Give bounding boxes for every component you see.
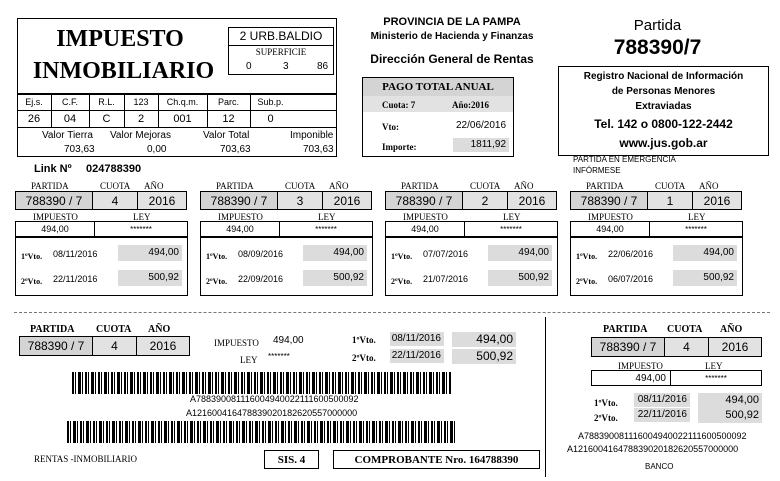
stub-vto2-label: 2ºVto.: [576, 277, 598, 286]
talon-anio-label: AÑO: [148, 324, 171, 335]
stub-anio-label: AÑO: [514, 181, 534, 191]
banco-impuesto: 494,00: [591, 370, 671, 386]
stub-vto1-label: 1ºVto.: [391, 252, 413, 261]
valor-tierra-label: Valor Tierra: [42, 130, 93, 141]
stub-vto1-fecha: 08/11/2016: [53, 249, 98, 259]
catastro-value: 001: [173, 113, 192, 125]
stub-partida-label: PARTIDA: [401, 181, 439, 191]
stub-vto1-monto: 494,00: [303, 245, 367, 261]
stub-anio: 2016: [507, 191, 557, 210]
banco-vto2-monto: 500,92: [698, 408, 762, 423]
superficie-val-2: 3: [283, 61, 289, 72]
stub-vto2-label: 2ºVto.: [206, 277, 228, 286]
stub-partida: 788390 / 7: [570, 191, 648, 210]
stub-vto2-fecha: 22/09/2016: [238, 274, 284, 284]
stub-anio-label: AÑO: [144, 181, 164, 191]
link-label: Link Nº: [34, 163, 72, 175]
stub-vto2-monto: 500,92: [488, 270, 552, 286]
banco-vto1-monto: 494,00: [698, 393, 762, 408]
catastro-divider: [250, 94, 251, 127]
stub-ley-label: LEY: [503, 212, 521, 222]
partida-label: Partida: [633, 17, 682, 34]
banco-vto1-fecha: 08/11/2016: [634, 393, 690, 407]
title-line-1: IMPUESTO: [56, 26, 184, 52]
stub-cuota: 2: [462, 191, 508, 210]
catastro-value: 12: [222, 113, 235, 125]
catastro-value: C: [102, 113, 111, 125]
tipo-divider: [228, 45, 334, 46]
stub-anio: 2016: [322, 191, 372, 210]
catastro-grid-rule-1: [17, 110, 337, 111]
comprobante-box: COMPROBANTE Nro. 164788390: [333, 450, 540, 469]
stub-anio: 2016: [692, 191, 742, 210]
banco-impuesto-label: IMPUESTO: [618, 361, 663, 371]
talon-cuota: 4: [92, 336, 137, 356]
catastro-divider: [158, 94, 159, 127]
stub-vto2-monto: 500,92: [673, 270, 737, 286]
banco-partida-label: PARTIDA: [603, 324, 648, 335]
banco-ley-label: LEY: [705, 361, 723, 371]
catastro-header: Ej.s.: [25, 97, 43, 107]
banco-cuota-label: CUOTA: [667, 324, 703, 335]
superficie-val-3: 86: [317, 61, 329, 72]
stub-anio: 2016: [137, 191, 187, 210]
talon-impuesto: 494,00: [273, 335, 304, 346]
banco-vto2-label: 2ºVto.: [594, 413, 618, 423]
stub-vto1-label: 1ºVto.: [576, 252, 598, 261]
stub-impuesto-label: IMPUESTO: [403, 212, 448, 222]
stub-partida: 788390 / 7: [200, 191, 278, 210]
stub-vto1-fecha: 22/06/2016: [608, 249, 654, 259]
pago-vto-label: Vto:: [382, 122, 399, 132]
catastro-value: 0: [267, 113, 274, 125]
stub-partida-label: PARTIDA: [586, 181, 624, 191]
emergencia-1: PARTIDA EN EMERGENCIA: [573, 155, 676, 164]
talon-barcode-1: [72, 372, 452, 394]
stub-impuesto: 494,00: [570, 221, 650, 237]
banco-label: BANCO: [645, 462, 674, 471]
stub-impuesto: 494,00: [385, 221, 465, 237]
catastro-divider: [51, 94, 52, 127]
superficie-label: SUPERFICIE: [255, 47, 307, 57]
stub-vto1-label: 1ºVto.: [206, 252, 228, 261]
emergencia-2: INFÓRMESE: [573, 166, 621, 175]
stub-cuota-label: CUOTA: [285, 181, 316, 191]
banco-cuota: 4: [664, 337, 709, 357]
talon-impuesto-label: IMPUESTO: [214, 338, 259, 348]
stub-vto2-fecha: 22/11/2016: [53, 274, 98, 284]
superficie-val-1: 0: [246, 61, 252, 72]
tipo-label: 2 URB.BALDIO: [239, 29, 323, 43]
talon-vto1-label: 1ºVto.: [352, 335, 376, 345]
title-line-2: INMOBILIARIO: [32, 58, 215, 84]
stub-ley: *******: [94, 221, 188, 237]
valor-mejoras: 0,00: [147, 144, 167, 155]
stub-vto1-monto: 494,00: [118, 245, 182, 261]
catastro-header: R.L.: [98, 97, 115, 107]
pago-anio-label: Año:2016: [452, 100, 490, 110]
direccion: Dirección General de Rentas: [370, 52, 534, 66]
stub-cuota: 1: [647, 191, 693, 210]
stub-ley: *******: [279, 221, 373, 237]
registro-tel: Tel. 142 o 0800-122-2442: [594, 117, 733, 131]
stub-ley: *******: [464, 221, 558, 237]
catastro-grid-rule-2: [17, 127, 337, 128]
talon-barcode-2-text: A121600416478839020182620557000000: [186, 408, 358, 418]
banco-ley: *******: [670, 370, 762, 386]
stub-partida-label: PARTIDA: [216, 181, 254, 191]
stub-cuota: 4: [92, 191, 138, 210]
registro-line2: de Personas Menores: [611, 86, 716, 97]
catastro-header: Parc.: [217, 97, 239, 107]
catastro-header: 123: [133, 97, 149, 107]
talon-anio: 2016: [136, 336, 190, 356]
talon-partida-label: PARTIDA: [30, 324, 75, 335]
talon-ley: *******: [268, 352, 290, 361]
sis-box: SIS. 4: [264, 450, 319, 469]
catastro-value: 26: [27, 113, 41, 125]
stub-vto1-monto: 494,00: [673, 245, 737, 261]
stub-cuota-label: CUOTA: [470, 181, 501, 191]
link-value: 024788390: [86, 163, 142, 175]
imponible: 703,63: [303, 144, 334, 155]
pago-importe-label: Importe:: [382, 142, 417, 152]
stub-vto1-label: 1ºVto.: [21, 252, 43, 261]
catastro-divider: [89, 94, 90, 127]
pago-total-title: PAGO TOTAL ANUAL: [363, 78, 513, 96]
registro-line3: Extraviadas: [635, 101, 692, 112]
talon-barcode-1-text: A788390081116004940022111600500092: [190, 394, 359, 404]
catastro-header: Ch.q.m.: [166, 97, 199, 107]
catastro-header: Sub.p.: [257, 97, 284, 107]
talon-vto1-fecha: 08/11/2016: [390, 332, 444, 346]
stub-anio-label: AÑO: [329, 181, 349, 191]
banco-anio: 2016: [708, 337, 762, 357]
valor-tierra: 703,63: [64, 144, 95, 155]
banco-partida: 788390 / 7: [591, 337, 665, 357]
talon-vto2-fecha: 22/11/2016: [390, 349, 444, 363]
stub-vto2-label: 2ºVto.: [391, 277, 413, 286]
ministerio: Ministerio de Hacienda y Finanzas: [370, 31, 534, 42]
talon-ley-label: LEY: [240, 355, 258, 365]
stub-partida: 788390 / 7: [385, 191, 463, 210]
catastro-divider: [207, 94, 208, 127]
stub-vto2-fecha: 06/07/2016: [608, 274, 654, 284]
stub-vto2-monto: 500,92: [118, 270, 182, 286]
stub-cuota: 3: [277, 191, 323, 210]
stub-impuesto-label: IMPUESTO: [588, 212, 633, 222]
stub-vto1-fecha: 07/07/2016: [423, 249, 469, 259]
stub-partida-label: PARTIDA: [31, 181, 69, 191]
talon-cuota-label: CUOTA: [96, 324, 132, 335]
stub-vto2-monto: 500,92: [303, 270, 367, 286]
valor-total-label: Valor Total: [203, 130, 250, 141]
catastro-value: 2: [137, 113, 145, 125]
banco-vto2-fecha: 22/11/2016: [634, 408, 690, 422]
talon-vto2-monto: 500,92: [452, 349, 516, 364]
rentas-label: RENTAS -INMOBILIARIO: [34, 454, 138, 464]
catastro-header: C.F.: [61, 97, 78, 107]
stub-ley-label: LEY: [133, 212, 151, 222]
pago-cuota-label: Cuota: 7: [382, 100, 416, 110]
stub-vto2-label: 2ºVto.: [21, 277, 43, 286]
stub-vto1-monto: 494,00: [488, 245, 552, 261]
talon-barcode-2: [67, 421, 457, 443]
talon-vto2-label: 2ºVto.: [352, 353, 376, 363]
stub-ley-label: LEY: [318, 212, 336, 222]
stub-vto2-fecha: 21/07/2016: [423, 274, 469, 284]
stub-ley-label: LEY: [688, 212, 706, 222]
talon-partida: 788390 / 7: [19, 336, 93, 356]
catastro-value: 04: [63, 113, 77, 125]
banco-vto1-label: 1ºVto.: [594, 398, 618, 408]
talon-vto1-monto: 494,00: [452, 332, 516, 347]
banco-code-1: A788390081116004940022111600500092: [578, 431, 747, 441]
valor-total: 703,63: [220, 144, 251, 155]
catastro-divider: [124, 94, 125, 127]
registro-web: www.jus.gob.ar: [619, 136, 708, 150]
provincia: PROVINCIA DE LA PAMPA: [383, 16, 521, 28]
stub-impuesto: 494,00: [15, 221, 95, 237]
cut-line: [14, 312, 770, 313]
stub-impuesto-label: IMPUESTO: [33, 212, 78, 222]
imponible-label: Imponible: [290, 130, 334, 141]
stub-cuota-label: CUOTA: [655, 181, 686, 191]
banco-code-2: A121600416478839020182620557000000: [567, 444, 739, 454]
stub-partida: 788390 / 7: [15, 191, 93, 210]
stub-cuota-label: CUOTA: [100, 181, 131, 191]
stub-impuesto: 494,00: [200, 221, 280, 237]
valor-mejoras-label: Valor Mejoras: [110, 130, 171, 141]
partida-value: 788390/7: [613, 36, 702, 59]
stub-ley: *******: [649, 221, 743, 237]
stub-vto1-fecha: 08/09/2016: [238, 249, 284, 259]
registro-line1: Registro Nacional de Información: [583, 71, 744, 82]
stub-impuesto-label: IMPUESTO: [218, 212, 263, 222]
banco-anio-label: AÑO: [720, 324, 743, 335]
pago-importe-value: 1811,92: [453, 138, 509, 152]
pago-vto-value: 22/06/2016: [456, 120, 507, 131]
stub-anio-label: AÑO: [699, 181, 719, 191]
